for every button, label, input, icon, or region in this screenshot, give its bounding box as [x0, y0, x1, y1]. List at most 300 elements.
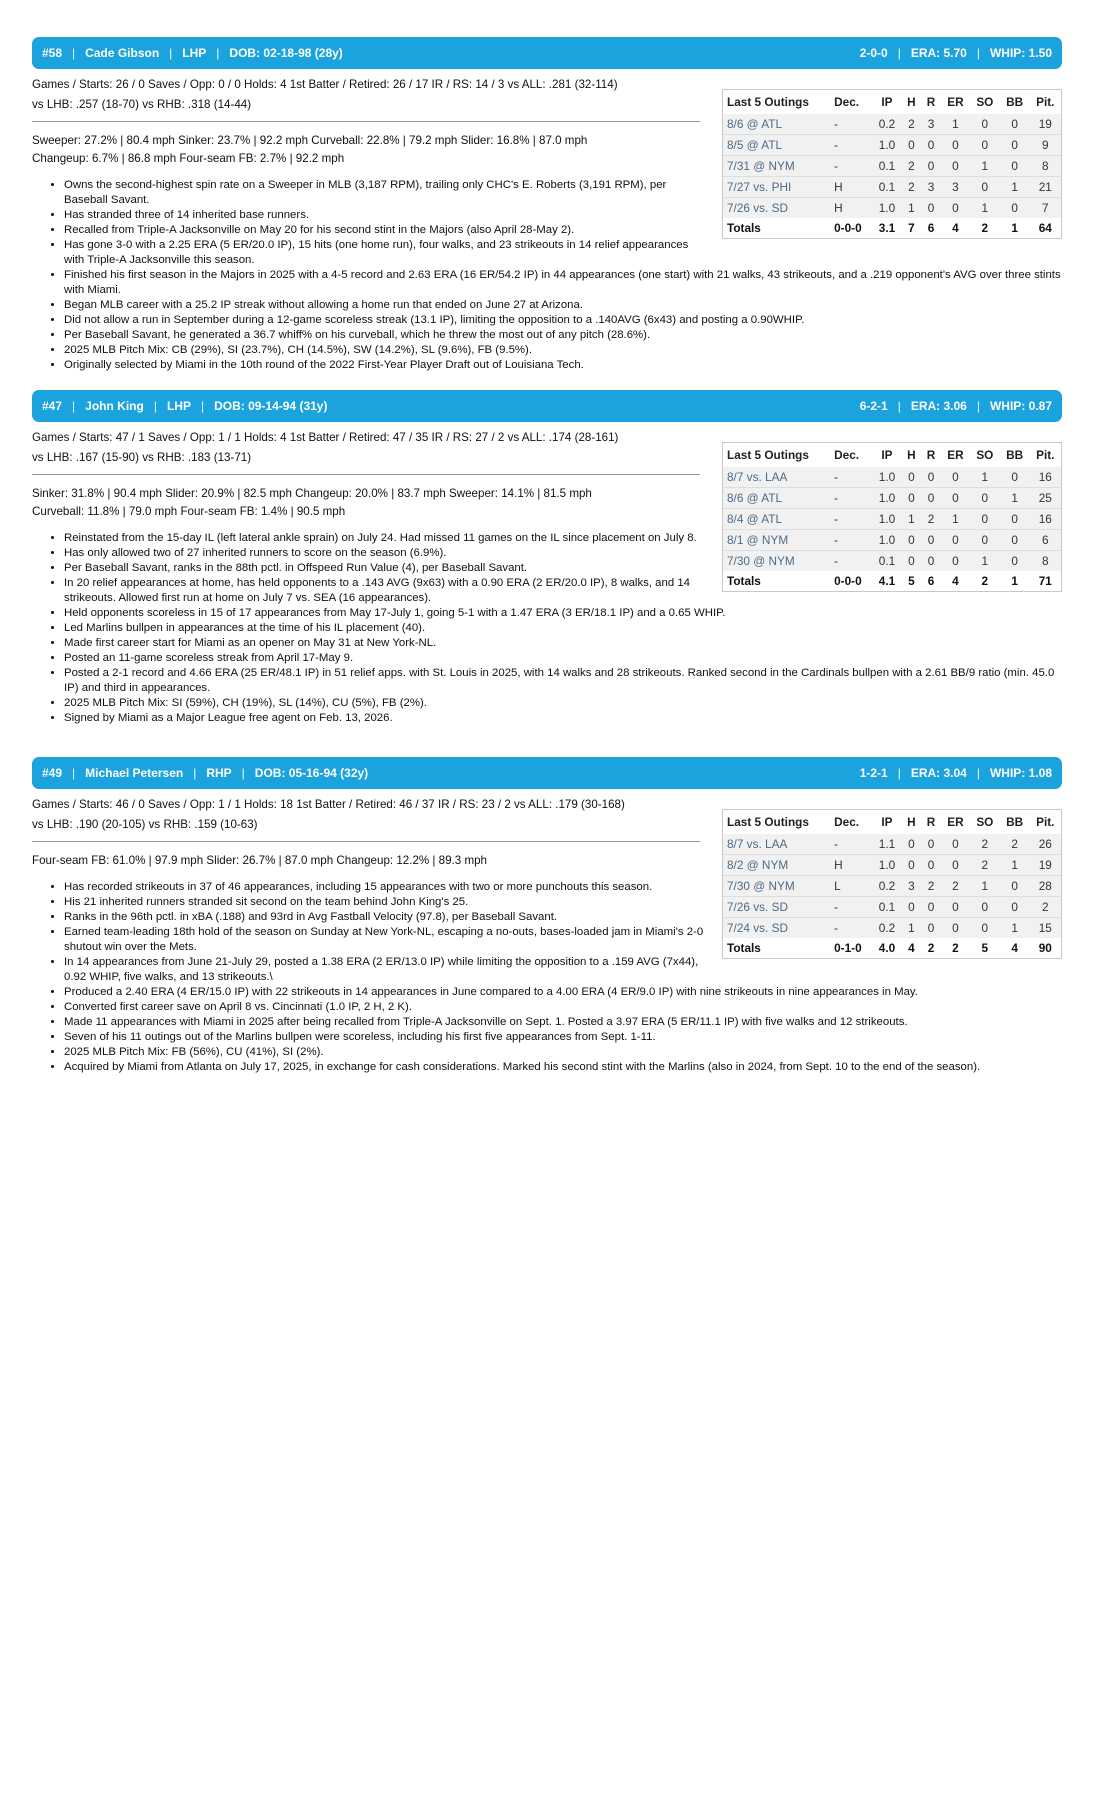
totals-cell: 4 [1011, 941, 1018, 955]
totals-cell: 2 [927, 941, 935, 955]
outing-cell: 6 [1030, 530, 1061, 551]
column-header: ER [947, 815, 964, 829]
outing-cell: 2 [902, 156, 922, 177]
note-item: • In 20 relief appearances at home, has held opponents to a .143 AVG (9x63) with a 0.90 ERA (2 ER/20.0 IP), 8 walks, and 14 strikeouts. Allowed first run at home on July 7 vs. SEA (16 appearances). [64, 576, 704, 606]
note-item: • Ranks in the 96th pctl. in xBA (.188) and 93rd in Avg Fastball Velocity (97.8), per Baseball Savant. [64, 910, 704, 925]
outing-cell: 0 [941, 855, 970, 876]
outing-cell: 2 [902, 177, 922, 198]
outing-cell: 9 [1030, 135, 1061, 156]
outings-totals-row [723, 938, 1061, 958]
split-line: vs LHB: .190 (20-105) vs RHB: .159 (10-63) [32, 818, 258, 831]
outing-opponent: 7/24 vs. SD [723, 918, 830, 939]
player-name: Cade Gibson [85, 46, 160, 60]
note-item: • Led Marlins bullpen in appearances at the time of his IL placement (40). [64, 621, 1064, 636]
column-header: Last 5 Outings [727, 95, 809, 109]
outing-cell: 0.2 [872, 876, 901, 897]
outing-opponent: 8/5 @ ATL [723, 135, 830, 156]
note-item: • Made first career start for Miami as an opener on May 31 at New York-NL. [64, 636, 1064, 651]
player-header-bar [32, 37, 1062, 69]
outing-cell: 0 [970, 488, 1000, 509]
outing-cell: 0.2 [878, 117, 896, 131]
separator: | [897, 399, 901, 413]
outing-row [723, 509, 1061, 530]
outing-cell: 0 [952, 470, 959, 484]
outing-opponent: 8/7 vs. LAA [727, 837, 788, 851]
usage-summary [32, 795, 700, 835]
outing-cell: 0 [1000, 135, 1030, 156]
outing-cell: 16 [1038, 470, 1052, 484]
outing-cell: 0 [902, 551, 922, 572]
outing-cell: 3 [941, 177, 970, 198]
outing-cell: 0 [970, 530, 1000, 551]
outing-cell: 8 [1030, 551, 1061, 572]
note-item: • Has only allowed two of 27 inherited runners to score on the season (6.9%). [64, 546, 704, 561]
split-line: vs LHB: .257 (18-70) vs RHB: .318 (14-44) [32, 98, 252, 111]
outing-cell: 1 [1000, 488, 1030, 509]
outing-cell: 0 [970, 509, 1000, 530]
outing-cell: 7 [1030, 198, 1061, 219]
totals-cell: 6 [927, 574, 935, 588]
totals-cell: 5 [908, 574, 915, 588]
outing-cell: 0 [1000, 509, 1030, 530]
outing-cell: 2 [908, 117, 915, 131]
totals-cell: 4 [952, 574, 959, 588]
outing-cell: 1 [970, 198, 1000, 219]
separator: | [153, 399, 157, 413]
outing-cell: 0 [902, 855, 922, 876]
note-item: • Began MLB career with a 25.2 IP streak without allowing a home run that ended on June 27 at Arizona. [64, 298, 1064, 313]
outing-cell: 0 [921, 918, 941, 939]
outing-cell: 1 [1000, 918, 1030, 939]
totals-cell: 5 [981, 941, 989, 955]
outing-cell: 0 [1011, 470, 1018, 484]
usage-line: Games / Starts: 26 / 0 Saves / Opp: 0 / 0 Holds: 4 1st Batter / Retired: 26 / 17 IR / RS: 14 / 3 vs ALL: .281 (32-114) [32, 78, 618, 91]
outing-row [723, 855, 1061, 876]
note-item: • Posted a 2-1 record and 4.66 ERA (25 ER/48.1 IP) in 51 relief apps. with St. Louis in 2025, with 14 walks and 28 strikeouts. Ranked second in the Cardinals bullpen with a 2.61 BB/9 ratio (min. 45.0 IP) and third in appearances. [64, 666, 1064, 696]
column-header: Last 5 Outings [727, 815, 809, 829]
separator: | [72, 46, 76, 60]
outing-cell: 0 [952, 837, 959, 851]
player-identity [42, 46, 343, 60]
column-header: Pit. [1036, 95, 1055, 109]
outing-cell: 1 [1000, 855, 1030, 876]
outing-row [723, 135, 1061, 156]
outing-cell: 1.0 [872, 530, 901, 551]
outing-opponent: 8/6 @ ATL [727, 117, 783, 131]
usage-line: Games / Starts: 46 / 0 Saves / Opp: 1 / 1 Holds: 18 1st Batter / Retired: 46 / 37 IR / RS: 23 / 2 vs ALL: .179 (30-168) [32, 798, 625, 811]
column-header: BB [1006, 815, 1024, 829]
outing-cell: - [834, 470, 839, 484]
totals-cell: 2 [981, 221, 989, 235]
outing-cell: 0 [921, 855, 941, 876]
outing-cell: 1 [902, 198, 922, 219]
outing-row [723, 876, 1061, 897]
note-item: • Seven of his 11 outings out of the Marlins bullpen were scoreless, including his first five appearances from Sept. 1-11. [64, 1030, 1064, 1045]
pitch-line: Sinker: 31.8% | 90.4 mph Slider: 20.9% | 82.5 mph Changeup: 20.0% | 83.7 mph Sweeper: 14.1% | 81.5 mph [32, 487, 592, 500]
separator: | [200, 399, 205, 413]
note-item: • Per Baseball Savant, ranks in the 88th pctl. in Offspeed Run Value (4), per Baseball Savant. [64, 561, 704, 576]
outing-cell: 0 [921, 156, 941, 177]
player-era: ERA: 3.04 [910, 766, 967, 780]
column-header: H [907, 815, 916, 829]
separator: | [897, 46, 901, 60]
outing-cell: 0 [1000, 198, 1030, 219]
outing-cell: 1 [902, 509, 922, 530]
outing-cell: 15 [1030, 918, 1061, 939]
column-header: SO [976, 95, 994, 109]
totals-cell: 6 [927, 221, 935, 235]
outing-cell: 1 [941, 509, 970, 530]
player-hand: LHP [182, 46, 207, 60]
outing-cell: 1.0 [872, 509, 901, 530]
outing-cell: 0.2 [872, 918, 901, 939]
player-section [32, 37, 1062, 373]
outing-cell: 1.0 [878, 470, 896, 484]
outing-cell: 0 [1000, 156, 1030, 177]
pitch-line: Curveball: 11.8% | 79.0 mph Four-seam FB: 1.4% | 90.5 mph [32, 505, 346, 518]
totals-cell: 4.0 [878, 941, 896, 955]
outing-cell: 0 [921, 198, 941, 219]
player-whip: WHIP: 1.50 [989, 46, 1052, 60]
column-header: BB [1006, 95, 1024, 109]
outing-cell: L [830, 876, 872, 897]
outing-cell: 0 [941, 488, 970, 509]
outing-row [723, 551, 1061, 572]
outing-cell: - [830, 488, 872, 509]
column-header: SO [976, 815, 994, 829]
player-identity [42, 399, 327, 413]
outing-cell: 19 [1038, 117, 1052, 131]
outing-cell: 3 [902, 876, 922, 897]
player-body [32, 428, 1062, 726]
outing-cell: 0 [921, 530, 941, 551]
separator: | [169, 46, 173, 60]
outing-cell: 2 [921, 876, 941, 897]
note-item: • Finished his first season in the Majors in 2025 with a 4-5 record and 2.63 ERA (16 ER/54.2 IP) in 44 appearances (one start) with 21 walks, 43 strikeouts, and a .219 opponent's AVG over three stints with Miami. [64, 268, 1064, 298]
separator: | [72, 399, 76, 413]
last-5-outings-table [722, 809, 1062, 959]
outing-cell: 2 [981, 837, 989, 851]
outing-cell: 0 [941, 918, 970, 939]
note-item: • Converted first career save on April 8 vs. Cincinnati (1.0 IP, 2 H, 2 K). [64, 1000, 1064, 1015]
outing-cell: 1.0 [872, 855, 901, 876]
note-item: • Originally selected by Miami in the 10th round of the 2022 First-Year Player Draft out of Louisiana Tech. [64, 358, 1064, 373]
outing-cell: 1 [902, 918, 922, 939]
outing-cell: 2 [921, 509, 941, 530]
separator: | [72, 766, 76, 780]
separator: | [976, 399, 980, 413]
split-line: vs LHB: .167 (15-90) vs RHB: .183 (13-71) [32, 451, 252, 464]
outing-row [723, 530, 1061, 551]
player-record: 1-2-1 [859, 766, 888, 780]
note-item: • Has recorded strikeouts in 37 of 46 appearances, including 15 appearances with two or more punchouts this season. [64, 880, 704, 895]
last-5-outings-table [722, 89, 1062, 239]
outing-cell: 0 [908, 470, 915, 484]
outing-row [723, 897, 1061, 918]
outing-cell: 0 [921, 488, 941, 509]
outing-cell: - [830, 530, 872, 551]
player-record: 6-2-1 [859, 399, 888, 413]
outing-cell: 0 [908, 837, 915, 851]
outing-cell: 0 [941, 156, 970, 177]
player-identity [42, 766, 368, 780]
column-header: H [907, 95, 916, 109]
totals-cell: 90 [1038, 941, 1052, 955]
pitch-line: Sweeper: 27.2% | 80.4 mph Sinker: 23.7% | 92.2 mph Curveball: 22.8% | 79.2 mph Slider: 16.8% | 87.0 mph [32, 134, 588, 147]
outing-cell: 0 [941, 897, 970, 918]
totals-cell: Totals [727, 221, 761, 235]
usage-summary [32, 428, 700, 468]
player-body [32, 795, 1062, 1075]
totals-cell: Totals [727, 941, 761, 955]
outing-cell: 16 [1030, 509, 1061, 530]
outing-cell: 0 [941, 530, 970, 551]
outing-cell: - [830, 135, 872, 156]
note-item: • Did not allow a run in September during a 12-game scoreless streak (13.1 IP), limiting the opposition to a .140AVG (6x43) and posting a 0.90WHIP. [64, 313, 1064, 328]
outing-row [723, 156, 1061, 177]
outing-cell: 3 [927, 117, 935, 131]
outing-cell: 1.1 [878, 837, 896, 851]
outing-cell: - [834, 837, 839, 851]
outing-cell: 0 [921, 135, 941, 156]
outing-cell: H [830, 177, 872, 198]
outing-opponent: 8/2 @ NYM [723, 855, 830, 876]
outing-cell: 3 [921, 177, 941, 198]
note-item: • Acquired by Miami from Atlanta on July 17, 2025, in exchange for cash considerations. Marked his second stint with the Marlins (also in 2024, from Sept. 10 to the end of the season). [64, 1060, 1064, 1075]
outing-cell: 0 [1000, 897, 1030, 918]
column-header: ER [947, 95, 964, 109]
separator: | [216, 46, 220, 60]
outing-opponent: 7/30 @ NYM [723, 876, 830, 897]
note-item: • His 21 inherited runners stranded sit second on the team behind John King's 25. [64, 895, 704, 910]
totals-cell: 4 [908, 941, 915, 955]
outing-row [723, 488, 1061, 509]
note-item: • Owns the second-highest spin rate on a Sweeper in MLB (3,187 RPM), trailing only CHC's E. Roberts (3,191 RPM), per Baseball Savant. [64, 178, 704, 208]
outing-opponent: 7/27 vs. PHI [723, 177, 830, 198]
outing-cell: 0.1 [872, 177, 901, 198]
column-header: ER [947, 448, 964, 462]
outing-cell: H [830, 855, 872, 876]
outing-cell: - [830, 509, 872, 530]
note-item: • 2025 MLB Pitch Mix: CB (29%), SI (23.7%), CH (14.5%), SW (14.2%), SL (9.6%), FB (9.5%). [64, 343, 1064, 358]
totals-cell: 4.1 [878, 574, 896, 588]
column-header: R [926, 815, 936, 829]
player-hand: LHP [166, 399, 191, 413]
note-item: • In 14 appearances from June 21-July 29, posted a 1.38 ERA (2 ER/13.0 IP) while limiting the opposition to a .159 AVG (7x44), 0.92 WHIP, five walks, and 13 strikeouts.\ [64, 955, 704, 985]
note-item: • 2025 MLB Pitch Mix: FB (56%), CU (41%), SI (2%). [64, 1045, 1064, 1060]
player-whip: WHIP: 1.08 [989, 766, 1052, 780]
column-header: R [926, 95, 936, 109]
divider [32, 474, 700, 475]
note-item: • Has stranded three of 14 inherited base runners. [64, 208, 704, 223]
outings-header-row [723, 810, 1061, 834]
outing-cell: 0 [970, 135, 1000, 156]
separator: | [897, 766, 901, 780]
outing-cell: - [834, 117, 839, 131]
player-dob: DOB: 02-18-98 (28y) [229, 46, 343, 60]
divider [32, 121, 700, 122]
outings-table [723, 810, 1061, 958]
outing-cell: 1 [970, 551, 1000, 572]
note-item: • Earned team-leading 18th hold of the season on Sunday at New York-NL, escaping a no-outs, bases-loaded jam in Miami's 2-0 shutout win over the Mets. [64, 925, 704, 955]
player-hand: RHP [206, 766, 232, 780]
usage-line: Games / Starts: 47 / 1 Saves / Opp: 1 / 1 Holds: 4 1st Batter / Retired: 47 / 35 IR / RS: 27 / 2 vs ALL: .174 (28-161) [32, 431, 619, 444]
outing-cell: 1.0 [872, 198, 901, 219]
outing-row [723, 918, 1061, 939]
outing-cell: 0.1 [872, 897, 901, 918]
outing-cell: 0 [927, 837, 935, 851]
outings-table [723, 90, 1061, 238]
outing-cell: 0 [902, 530, 922, 551]
player-number: #49 [42, 766, 63, 780]
usage-summary [32, 75, 700, 115]
outing-cell: 1 [952, 117, 959, 131]
outing-cell: 0 [902, 897, 922, 918]
player-name: John King [85, 399, 144, 413]
outing-cell: 2 [1011, 837, 1018, 851]
column-header: IP [881, 815, 893, 829]
outing-cell: 1 [970, 876, 1000, 897]
note-item: • Reinstated from the 15-day IL (left lateral ankle sprain) on July 24. Had missed 11 games on the IL since placement on July 8. [64, 531, 704, 546]
outing-cell: 0.1 [872, 156, 901, 177]
outings-header-row [723, 443, 1061, 467]
note-item: • Has gone 3-0 with a 2.25 ERA (5 ER/20.0 IP), 15 hits (one home run), four walks, and 23 strikeouts in 14 relief appearances with Triple-A Jacksonville this season. [64, 238, 704, 268]
note-item: • Held opponents scoreless in 15 of 17 appearances from May 17-July 1, going 5-1 with a 1.47 ERA (3 ER/18.1 IP) and a 0.65 WHIP. [64, 606, 1064, 621]
pitch-mix [32, 485, 700, 521]
player-dob: DOB: 09-14-94 (31y) [214, 399, 328, 413]
outing-cell: 0 [941, 551, 970, 572]
totals-cell: 2 [981, 574, 989, 588]
totals-cell: 1 [1011, 574, 1018, 588]
outing-cell: 0 [941, 198, 970, 219]
outing-opponent: 8/4 @ ATL [723, 509, 830, 530]
outing-cell: 2 [941, 876, 970, 897]
player-era: ERA: 3.06 [910, 399, 967, 413]
outing-cell: 0 [970, 177, 1000, 198]
outing-cell: 8 [1030, 156, 1061, 177]
outing-row [723, 467, 1061, 488]
outing-cell: - [830, 551, 872, 572]
outing-cell: 0 [1000, 530, 1030, 551]
player-number: #47 [42, 399, 63, 413]
outing-cell: 0 [970, 918, 1000, 939]
last-5-outings-table [722, 442, 1062, 592]
outing-cell: 1 [1000, 177, 1030, 198]
outing-row [723, 834, 1061, 855]
outing-row [723, 177, 1061, 198]
outing-opponent: 8/7 vs. LAA [727, 470, 788, 484]
outing-cell: H [830, 198, 872, 219]
outing-opponent: 7/30 @ NYM [723, 551, 830, 572]
note-item: • Per Baseball Savant, he generated a 36.7 whiff% on his curveball, which he threw the most out of any pitch (28.6%). [64, 328, 1064, 343]
totals-cell: 0-0-0 [834, 574, 862, 588]
separator: | [976, 46, 980, 60]
note-item: • Produced a 2.40 ERA (4 ER/15.0 IP) with 22 strikeouts in 14 appearances in June compared to a 4.00 ERA (4 ER/9.0 IP) with nine strikeouts in nine appearances in May. [64, 985, 1064, 1000]
totals-cell: 64 [1038, 221, 1052, 235]
column-header: Last 5 Outings [727, 448, 809, 462]
outing-opponent: 7/26 vs. SD [723, 897, 830, 918]
note-item: • Signed by Miami as a Major League free agent on Feb. 13, 2026. [64, 711, 1064, 726]
outing-opponent: 8/6 @ ATL [723, 488, 830, 509]
outing-cell: 0 [1000, 551, 1030, 572]
separator: | [976, 766, 980, 780]
outing-opponent: 7/26 vs. SD [723, 198, 830, 219]
outing-cell: 19 [1030, 855, 1061, 876]
separator: | [241, 766, 245, 780]
note-item: • 2025 MLB Pitch Mix: SI (59%), CH (19%), SL (14%), CU (5%), FB (2%). [64, 696, 1064, 711]
totals-cell: 0-1-0 [834, 941, 862, 955]
player-header-bar [32, 390, 1062, 422]
outing-cell: - [830, 897, 872, 918]
column-header: Pit. [1036, 448, 1055, 462]
outings-totals-row [723, 571, 1061, 591]
player-whip: WHIP: 0.87 [989, 399, 1052, 413]
outing-opponent: 7/31 @ NYM [723, 156, 830, 177]
outing-cell: 25 [1030, 488, 1061, 509]
outing-cell: 0 [921, 551, 941, 572]
player-number: #58 [42, 46, 63, 60]
outing-cell: 0 [902, 488, 922, 509]
player-section [32, 757, 1062, 1075]
outing-cell: 0.1 [872, 551, 901, 572]
pitch-line: Changeup: 6.7% | 86.8 mph Four-seam FB: 2.7% | 92.2 mph [32, 152, 345, 165]
outings-table [723, 443, 1061, 591]
totals-cell: 1 [1011, 221, 1018, 235]
separator: | [193, 766, 197, 780]
player-name: Michael Petersen [85, 766, 184, 780]
outing-cell: 1 [981, 470, 989, 484]
player-record: 2-0-0 [859, 46, 888, 60]
player-body [32, 75, 1062, 373]
pitch-mix [32, 852, 700, 870]
outing-cell: 0 [970, 897, 1000, 918]
column-header: SO [976, 448, 994, 462]
column-header: IP [881, 95, 893, 109]
outing-cell: 0 [927, 470, 935, 484]
divider [32, 841, 700, 842]
pitch-mix [32, 132, 700, 168]
column-header: Dec. [834, 815, 860, 829]
player-section [32, 390, 1062, 726]
outing-cell: 1.0 [872, 135, 901, 156]
outings-totals-row [723, 218, 1061, 238]
outing-cell: 0 [1000, 876, 1030, 897]
totals-cell: 4 [952, 221, 959, 235]
totals-cell: Totals [727, 574, 761, 588]
note-item: • Posted an 11-game scoreless streak from April 17-May 9. [64, 651, 1064, 666]
outing-cell: 26 [1038, 837, 1052, 851]
outing-cell: 2 [970, 855, 1000, 876]
outing-cell: 0 [941, 135, 970, 156]
column-header: R [926, 448, 936, 462]
totals-cell: 2 [952, 941, 959, 955]
outing-row [723, 198, 1061, 219]
outing-cell: 1.0 [872, 488, 901, 509]
column-header: Dec. [834, 448, 860, 462]
outing-cell: - [830, 918, 872, 939]
totals-cell: 3.1 [878, 221, 896, 235]
column-header: Dec. [834, 95, 860, 109]
note-item: • Made 11 appearances with Miami in 2025 after being recalled from Triple-A Jacksonville on Sept. 1. Posted a 3.97 ERA (5 ER/11.1 IP) with five walks and 12 strikeouts. [64, 1015, 1064, 1030]
player-season-stats [860, 766, 1052, 780]
totals-cell: 71 [1038, 574, 1052, 588]
outing-cell: 1 [970, 156, 1000, 177]
outing-cell: 0 [902, 135, 922, 156]
outing-cell: 0 [921, 897, 941, 918]
note-item: • Recalled from Triple-A Jacksonville on May 20 for his second stint in the Majors (also April 28-May 2). [64, 223, 704, 238]
player-dob: DOB: 05-16-94 (32y) [254, 766, 369, 780]
player-season-stats [860, 399, 1052, 413]
